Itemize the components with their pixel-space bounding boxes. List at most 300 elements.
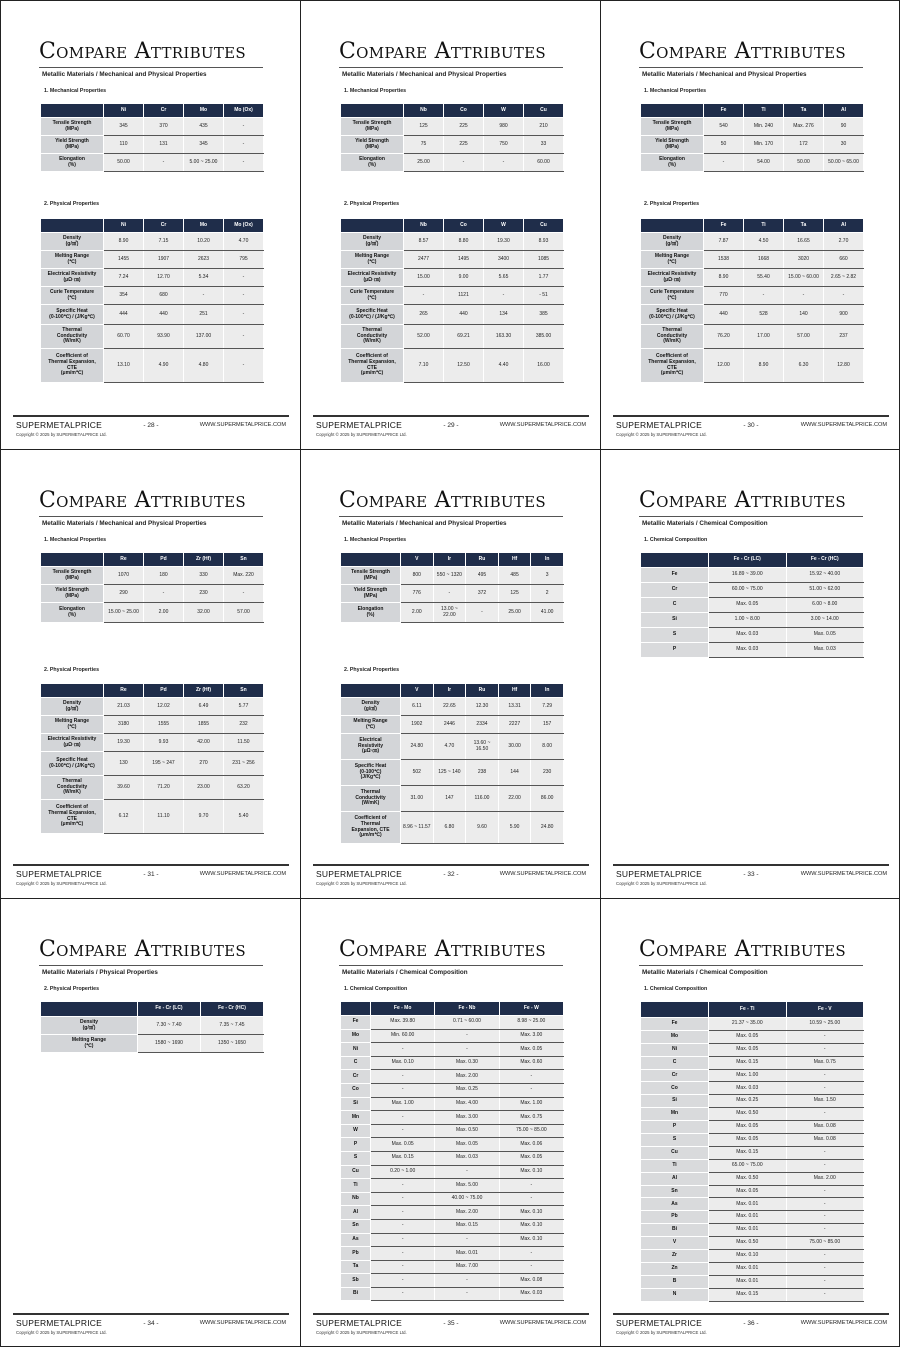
- table-cell: 440: [444, 305, 484, 325]
- table-cell: 116.00: [466, 786, 499, 812]
- table-cell: 232: [224, 716, 264, 734]
- table-row: [341, 1165, 564, 1179]
- table-header-row: [341, 684, 564, 698]
- column-header: Mo: [184, 219, 224, 233]
- row-header-line: As: [352, 1235, 359, 1242]
- footer-rule: [613, 864, 889, 866]
- table-row: [641, 1056, 864, 1069]
- table-cell: 385.00: [524, 325, 564, 349]
- column-header: Ir: [433, 553, 466, 567]
- table-cell: 1455: [104, 251, 144, 269]
- footer-brand: SUPERMETALPRICE: [316, 420, 402, 430]
- row-header-line: Yield Strength: [353, 586, 388, 593]
- table-cell: 900: [824, 305, 864, 325]
- section-label: 1. Chemical Composition: [344, 986, 408, 992]
- table-cell: 8.57: [404, 233, 444, 251]
- column-header: Sn: [224, 553, 264, 567]
- row-header-line: Density: [79, 1018, 99, 1025]
- row-header-line: Tensile Strength: [52, 568, 92, 575]
- row-header: [341, 1192, 371, 1206]
- row-header-line: Curie Temperature: [649, 288, 695, 295]
- row-header-line: (℃): [67, 258, 77, 265]
- table-cell: 540: [704, 118, 744, 136]
- row-header-line: Si: [672, 1097, 677, 1104]
- table-cell: 5.65: [484, 269, 524, 287]
- table-cell: 130: [104, 752, 144, 776]
- table-cell: Max. 0.03: [786, 643, 864, 658]
- row-header: [341, 786, 401, 812]
- table-row: [341, 716, 564, 734]
- title-underline: [639, 516, 863, 517]
- row-header: [41, 118, 104, 136]
- table-row: [41, 567, 264, 585]
- row-header-line: (MPa): [363, 592, 378, 599]
- table-row: [641, 136, 864, 154]
- table-row: [41, 776, 264, 800]
- table-corner-cell: [641, 1002, 709, 1018]
- table-row: [41, 251, 264, 269]
- row-header-line: Tensile Strength: [351, 568, 390, 575]
- row-header: [41, 349, 104, 383]
- table-cell: -: [786, 1146, 864, 1159]
- row-header-line: Coefficient of: [354, 815, 387, 821]
- row-header: [41, 800, 104, 834]
- document-page: [301, 450, 601, 899]
- row-header-line: Thermal Expansion,: [48, 358, 96, 365]
- table-cell: -: [786, 1159, 864, 1172]
- table-row: [641, 1134, 864, 1147]
- row-header-line: V: [672, 1239, 677, 1246]
- footer-rule: [313, 415, 589, 417]
- section-label: 2. Physical Properties: [344, 201, 400, 207]
- table-cell: 65.00 ~ 75.00: [709, 1159, 787, 1172]
- row-header: [341, 1151, 371, 1165]
- table-cell: 440: [704, 305, 744, 325]
- row-header: [641, 643, 709, 658]
- table-row: [341, 1138, 564, 1152]
- column-header: Ta: [784, 104, 824, 118]
- column-header: Ni: [104, 219, 144, 233]
- table-cell: 6.12: [104, 800, 144, 834]
- table-row: [341, 233, 564, 251]
- table-cell: 23.00: [184, 776, 224, 800]
- footer-brand: SUPERMETALPRICE: [316, 1318, 402, 1328]
- table-cell: 12.80: [824, 349, 864, 383]
- footer-rule: [613, 1313, 889, 1315]
- table-cell: 290: [104, 585, 144, 603]
- column-header: W: [484, 104, 524, 118]
- table-row: [41, 585, 264, 603]
- table-row: [341, 760, 564, 786]
- row-header-line: (%): [68, 161, 76, 168]
- table-row: [341, 1124, 564, 1138]
- row-header: [341, 136, 404, 154]
- table-row: [641, 628, 864, 643]
- table-cell: 163.30: [484, 325, 524, 349]
- table-cell: 8.90: [744, 349, 784, 383]
- table-cell: -: [499, 1247, 563, 1261]
- table-cell: 50.00: [784, 154, 824, 172]
- table-cell: -: [371, 1247, 435, 1261]
- table-cell: 0.71 ~ 60.00: [435, 1016, 499, 1030]
- column-header: Fe - Cr (HC): [201, 1002, 264, 1017]
- footer-website: WWW.SUPERMETALPRICE.COM: [499, 422, 586, 428]
- table-cell: -: [224, 349, 264, 383]
- column-header: Ru: [466, 684, 499, 698]
- column-header: In: [531, 553, 564, 567]
- table-cell: 30: [824, 136, 864, 154]
- table-row: [641, 349, 864, 383]
- row-header-line: Elongation: [659, 155, 685, 162]
- section-label: 1. Mechanical Properties: [644, 88, 707, 94]
- page-title: Compare Attributes: [639, 937, 846, 962]
- row-header: [41, 136, 104, 154]
- table-row: [341, 349, 564, 383]
- table-row: [341, 287, 564, 305]
- footer-copyright: Copyright © 2025 by SUPERMETALPRICE Ltd.: [616, 1330, 707, 1335]
- table-cell: -: [371, 1260, 435, 1274]
- table-cell: 60.00 ~ 75.00: [709, 583, 787, 598]
- page-number: - 31 -: [143, 871, 159, 878]
- table-corner-cell: [341, 219, 404, 233]
- row-header-line: (%): [68, 611, 76, 618]
- row-header-line: (0-100℃) / (J/Kg℃): [49, 313, 95, 320]
- table-cell: 385: [524, 305, 564, 325]
- row-header-line: Thermal: [662, 326, 682, 333]
- table-row: [641, 1146, 864, 1159]
- title-underline: [339, 516, 563, 517]
- document-page: [1, 1, 301, 450]
- table-row: [641, 1030, 864, 1043]
- page-title: Compare Attributes: [339, 39, 546, 64]
- table-cell: 0.20 ~ 1.00: [371, 1165, 435, 1179]
- table-cell: -: [224, 136, 264, 154]
- row-header: [641, 1185, 709, 1198]
- table-cell: -: [371, 1192, 435, 1206]
- row-header-line: (℃): [67, 294, 77, 301]
- row-header-line: Co: [352, 1086, 359, 1093]
- table-cell: -: [144, 585, 184, 603]
- table-row: [641, 251, 864, 269]
- page-subtitle: Metallic Materials / Mechanical and Physical Properties: [42, 71, 207, 78]
- section-label: 2. Physical Properties: [44, 667, 100, 673]
- page-title: Compare Attributes: [339, 937, 546, 962]
- table-cell: -: [371, 1083, 435, 1097]
- column-header: Sn: [224, 684, 264, 698]
- row-header-line: Al: [353, 1208, 358, 1215]
- footer-website: WWW.SUPERMETALPRICE.COM: [499, 871, 586, 877]
- row-header-line: (J/Kg℃): [360, 774, 381, 781]
- table-cell: 8.96 ~ 11.57: [401, 812, 434, 844]
- properties-table: [40, 1001, 264, 1053]
- table-cell: 134: [484, 305, 524, 325]
- column-header: Re: [104, 553, 144, 567]
- page-number: - 34 -: [143, 1320, 159, 1327]
- row-header: [641, 269, 704, 287]
- table-cell: 50.00 ~ 65.00: [824, 154, 864, 172]
- row-header-line: Fe: [352, 1018, 359, 1025]
- properties-table: [340, 683, 564, 844]
- row-header-line: S: [353, 1154, 358, 1161]
- table-corner-cell: [641, 104, 704, 118]
- row-header-line: (MPa): [665, 125, 679, 132]
- table-row: [641, 1095, 864, 1108]
- table-row: [341, 1233, 564, 1247]
- table-row: [41, 1035, 264, 1053]
- table-row: [641, 598, 864, 613]
- row-header: [341, 154, 404, 172]
- table-cell: -: [786, 1043, 864, 1056]
- page-number: - 33 -: [743, 871, 759, 878]
- table-cell: -: [484, 287, 524, 305]
- table-row: [41, 698, 264, 716]
- table-row: [41, 154, 264, 172]
- table-row: [41, 752, 264, 776]
- table-cell: 52.00: [404, 325, 444, 349]
- column-header: In: [531, 684, 564, 698]
- row-header: [641, 1262, 709, 1275]
- properties-table: [40, 218, 264, 383]
- row-header-line: Melting Range: [353, 717, 388, 724]
- row-header: [341, 251, 404, 269]
- row-header-line: Thermal: [362, 326, 382, 333]
- row-header-line: (℃): [67, 723, 77, 730]
- row-header-line: Yield Strength: [55, 137, 89, 144]
- footer-website: WWW.SUPERMETALPRICE.COM: [800, 422, 887, 428]
- table-cell: 195 ~ 247: [144, 752, 184, 776]
- column-header: Pd: [144, 553, 184, 567]
- table-row: [641, 1018, 864, 1031]
- table-cell: Max. 0.15: [709, 1056, 787, 1069]
- row-header-line: (g/㎤): [665, 240, 679, 247]
- row-header-line: Thermal Expansion,: [648, 358, 696, 365]
- table-cell: Max. 4.00: [435, 1097, 499, 1111]
- row-header-line: Specific Heat: [56, 756, 88, 763]
- table-cell: 19.30: [104, 734, 144, 752]
- table-cell: 7.87: [704, 233, 744, 251]
- table-cell: -: [786, 1030, 864, 1043]
- footer-website: WWW.SUPERMETALPRICE.COM: [199, 422, 286, 428]
- table-row: [341, 1056, 564, 1070]
- table-row: [41, 233, 264, 251]
- table-cell: Max. 0.25: [435, 1083, 499, 1097]
- title-underline: [639, 965, 863, 966]
- table-corner-cell: [341, 104, 404, 118]
- table-cell: 12.30: [466, 698, 499, 716]
- column-header: Fe: [704, 104, 744, 118]
- table-cell: 57.00: [224, 603, 264, 623]
- table-cell: -: [224, 325, 264, 349]
- row-header-line: Sb: [352, 1276, 359, 1283]
- row-header: [641, 1159, 709, 1172]
- table-cell: 25.00: [404, 154, 444, 172]
- table-cell: 24.80: [401, 734, 434, 760]
- table-cell: Max. 0.25: [709, 1095, 787, 1108]
- table-cell: -: [224, 287, 264, 305]
- table-row: [341, 118, 564, 136]
- properties-table: [340, 103, 564, 172]
- table-cell: 6.00 ~ 8.00: [786, 598, 864, 613]
- table-row: [41, 349, 264, 383]
- row-header-line: Thermal Expansion,: [348, 358, 396, 365]
- row-header-line: Coefficient of: [56, 353, 88, 359]
- table-cell: Max. 0.50: [709, 1172, 787, 1185]
- table-corner-cell: [641, 219, 704, 233]
- table-row: [341, 812, 564, 844]
- table-cell: 680: [144, 287, 184, 305]
- document-page: [1, 899, 301, 1347]
- table-cell: 19.30: [484, 233, 524, 251]
- column-header: Zr (Hf): [184, 684, 224, 698]
- row-header: [641, 154, 704, 172]
- column-header: Ta: [784, 219, 824, 233]
- table-cell: 63.20: [224, 776, 264, 800]
- row-header-line: S: [672, 1136, 677, 1143]
- row-header-line: N: [672, 1290, 677, 1297]
- footer-website: WWW.SUPERMETALPRICE.COM: [199, 871, 286, 877]
- page-number: - 35 -: [443, 1320, 459, 1327]
- table-cell: 1902: [401, 716, 434, 734]
- column-header: Mo (Ox): [224, 104, 264, 118]
- row-header: [641, 1134, 709, 1147]
- footer-brand: SUPERMETALPRICE: [616, 420, 702, 430]
- page-number: - 28 -: [143, 422, 159, 429]
- row-header: [641, 1082, 709, 1095]
- table-cell: 4.70: [433, 734, 466, 760]
- table-cell: Max. 0.03: [709, 628, 787, 643]
- row-header-line: (0-100℃) / (J/Kg℃): [49, 762, 95, 769]
- footer-rule: [13, 864, 289, 866]
- table-row: [341, 1247, 564, 1261]
- row-header-line: Tensile Strength: [352, 119, 392, 126]
- row-header-line: (%): [668, 161, 676, 168]
- table-cell: 157: [531, 716, 564, 734]
- row-header: [341, 1260, 371, 1274]
- table-cell: 231 ~ 256: [224, 752, 264, 776]
- row-header-line: Pb: [671, 1213, 678, 1220]
- table-cell: Max. 0.08: [786, 1134, 864, 1147]
- table-cell: 2623: [184, 251, 224, 269]
- table-cell: Max. 1.00: [499, 1097, 563, 1111]
- row-header-line: (μm/m℃): [359, 832, 382, 839]
- document-page: [601, 899, 900, 1347]
- table-cell: 75.00 ~ 85.00: [499, 1124, 563, 1138]
- row-header-line: B: [672, 1277, 677, 1284]
- row-header: [341, 812, 401, 844]
- table-cell: 8.90: [704, 269, 744, 287]
- column-header: Cu: [524, 104, 564, 118]
- table-cell: 238: [466, 760, 499, 786]
- column-header: Fe: [704, 219, 744, 233]
- table-cell: -: [224, 154, 264, 172]
- footer-brand: SUPERMETALPRICE: [616, 1318, 702, 1328]
- footer-brand: SUPERMETALPRICE: [16, 869, 102, 879]
- row-header-line: (μm/m℃): [360, 370, 384, 377]
- row-header-line: (℃): [366, 723, 375, 730]
- row-header-line: W: [353, 1127, 358, 1134]
- table-cell: 9.70: [184, 800, 224, 834]
- row-header: [641, 598, 709, 613]
- row-header-line: Curie Temperature: [349, 288, 395, 295]
- document-page: [301, 899, 601, 1347]
- table-cell: 172: [784, 136, 824, 154]
- properties-table: [640, 1001, 864, 1302]
- title-underline: [339, 67, 563, 68]
- column-header: Hf: [498, 684, 531, 698]
- table-row: [341, 1111, 564, 1125]
- table-row: [341, 567, 564, 585]
- column-header: Ti: [744, 104, 784, 118]
- table-corner-cell: [341, 684, 401, 698]
- page-title: Compare Attributes: [39, 488, 246, 513]
- table-cell: 50.00: [104, 154, 144, 172]
- table-cell: 125: [498, 585, 531, 603]
- footer-website: WWW.SUPERMETALPRICE.COM: [800, 871, 887, 877]
- row-header: [41, 734, 104, 752]
- column-header: Nb: [404, 104, 444, 118]
- table-cell: -: [435, 1233, 499, 1247]
- row-header: [41, 752, 104, 776]
- row-header: [641, 583, 709, 598]
- table-cell: 10.59 ~ 25.00: [786, 1018, 864, 1031]
- table-cell: 1.77: [524, 269, 564, 287]
- table-cell: 12.70: [144, 269, 184, 287]
- table-cell: 330: [184, 567, 224, 585]
- row-header-line: (MPa): [65, 592, 79, 599]
- table-cell: Max. 3.00: [499, 1029, 563, 1043]
- table-cell: Max. 0.15: [371, 1151, 435, 1165]
- table-cell: 144: [498, 760, 531, 786]
- row-header-line: (0-100℃) / (J/Kg℃): [649, 313, 695, 320]
- column-header: V: [401, 553, 434, 567]
- table-cell: 980: [484, 118, 524, 136]
- table-cell: 13.60 ~ 16.50: [466, 734, 499, 760]
- row-header-line: Cr: [671, 1071, 678, 1078]
- table-row: [341, 1219, 564, 1233]
- page-title: Compare Attributes: [639, 39, 846, 64]
- title-underline: [39, 965, 263, 966]
- table-row: [641, 287, 864, 305]
- row-header: [341, 269, 404, 287]
- row-header: [41, 233, 104, 251]
- table-cell: -: [786, 1224, 864, 1237]
- table-row: [641, 1082, 864, 1095]
- row-header-line: Mo: [670, 1032, 679, 1039]
- table-cell: 8.00: [531, 734, 564, 760]
- row-header: [641, 233, 704, 251]
- row-header: [41, 716, 104, 734]
- table-cell: 15.92 ~ 40.00: [786, 568, 864, 583]
- row-header: [641, 349, 704, 383]
- table-cell: -: [784, 287, 824, 305]
- table-row: [641, 1043, 864, 1056]
- table-row: [641, 1185, 864, 1198]
- table-row: [341, 1016, 564, 1030]
- row-header-line: Tensile Strength: [52, 119, 92, 126]
- table-cell: 1538: [704, 251, 744, 269]
- row-header: [341, 287, 404, 305]
- row-header-line: Zn: [671, 1264, 678, 1271]
- row-header: [41, 154, 104, 172]
- table-cell: Max. 0.01: [709, 1275, 787, 1288]
- table-cell: -: [371, 1070, 435, 1084]
- row-header: [341, 1083, 371, 1097]
- row-header-line: S: [672, 631, 677, 638]
- row-header: [341, 698, 401, 716]
- table-cell: -: [371, 1274, 435, 1288]
- table-cell: Max. 0.03: [435, 1151, 499, 1165]
- table-cell: 5.90: [498, 812, 531, 844]
